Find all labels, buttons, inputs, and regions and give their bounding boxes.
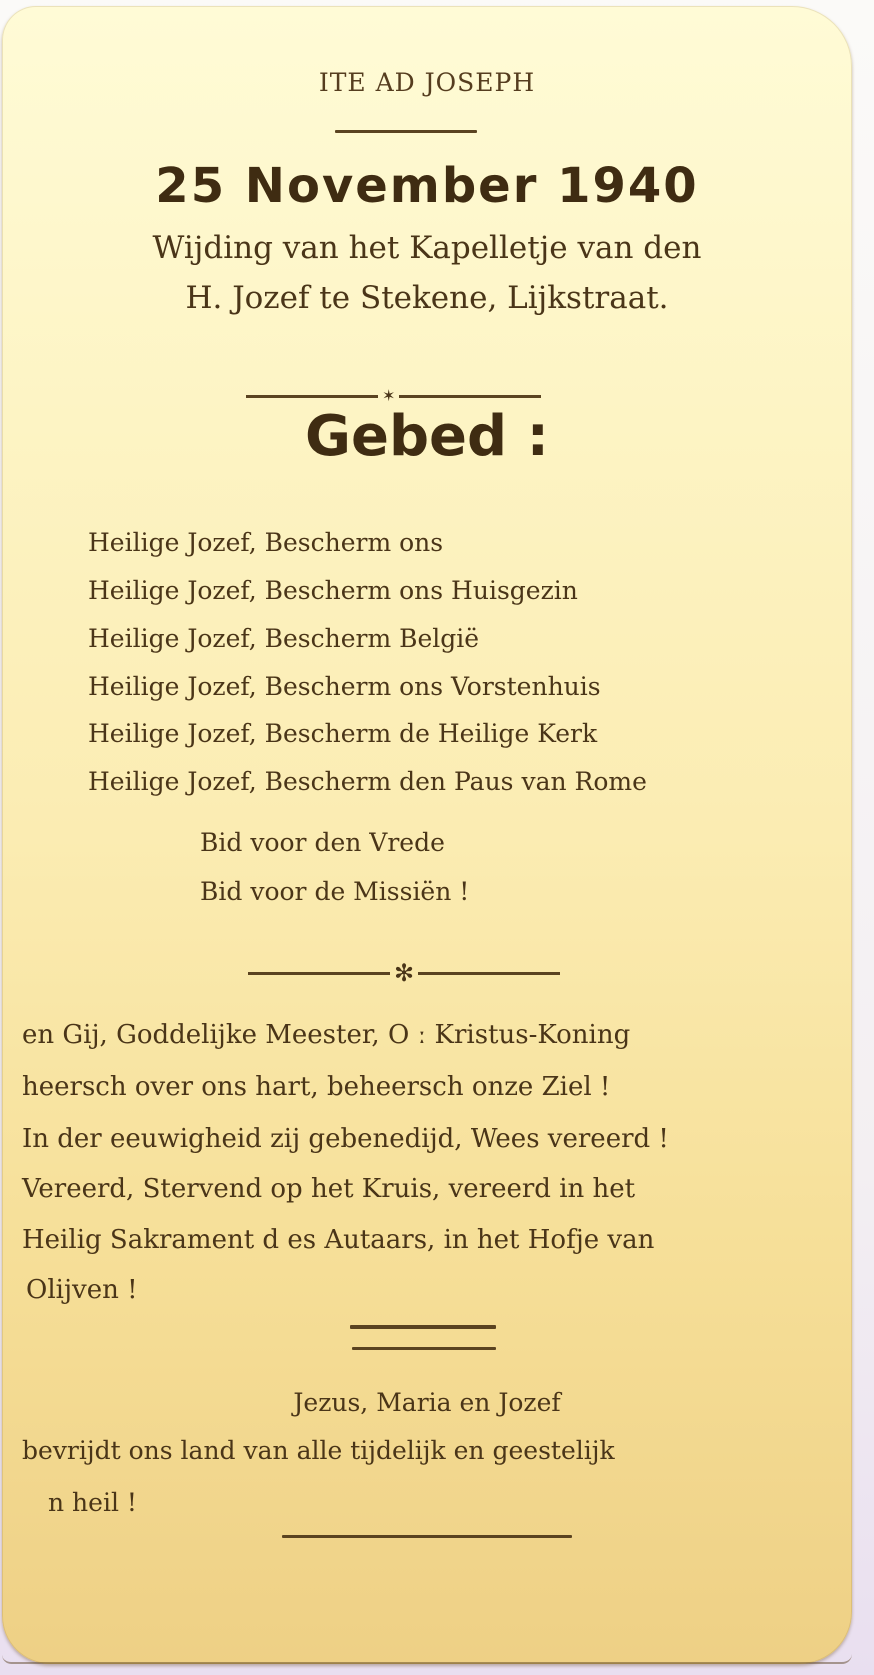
dedication-date: 25 November 1940 [155, 158, 699, 214]
closing-line-2: bevrijdt ons land van alle tijdelijk en geestelijk [22, 1436, 615, 1465]
divider-rule [335, 130, 477, 133]
end-rule [282, 1535, 572, 1538]
hymn-line: Heilig Sakrament d es Autaars, in het Hofje van [22, 1225, 655, 1255]
double-rule-top [350, 1325, 496, 1329]
hymn-line: Olijven ! [26, 1275, 138, 1305]
petition-line: Bid voor de Missiën ! [200, 877, 470, 906]
invocation-line: Heilige Jozef, Bescherm de Heilige Kerk [88, 719, 598, 748]
closing-line-3: n heil ! [48, 1488, 137, 1517]
star-icon: ✶ [382, 386, 396, 405]
invocation-line: Heilige Jozef, Bescherm ons [88, 528, 444, 557]
divider-rule-right [399, 395, 541, 398]
hymn-line: Vereerd, Stervend op het Kruis, vereerd in het [22, 1174, 636, 1204]
asterisk-divider [248, 961, 560, 985]
petition-line: Bid voor den Vrede [200, 828, 445, 857]
invocation-line: Heilige Jozef, Bescherm den Paus van Rome [88, 767, 647, 796]
prayer-title: Gebed : [305, 404, 549, 469]
invocation-line: Heilige Jozef, Bescherm ons Vorstenhuis [88, 672, 601, 701]
divider-rule-left [248, 972, 390, 975]
asterisk-flower-icon: ✻ [394, 959, 415, 987]
hymn-line: heersch over ons hart, beheersch onze Ziel ! [22, 1072, 611, 1102]
closing-line-1: Jezus, Maria en Jozef [293, 1388, 561, 1417]
subtitle-line-1: Wijding van het Kapelletje van den [152, 230, 702, 266]
divider-rule-left [246, 395, 378, 398]
prayer-card [2, 6, 852, 1664]
invocation-line: Heilige Jozef, Bescherm België [88, 624, 480, 653]
subtitle-line-2: H. Jozef te Stekene, Lijkstraat. [185, 280, 669, 316]
motto: ITE AD JOSEPH [318, 68, 536, 97]
star-divider [246, 388, 541, 404]
hymn-line: en Gij, Goddelijke Meester, O ː Kristus-Koning [22, 1020, 631, 1050]
divider-rule-right [418, 972, 560, 975]
invocation-line: Heilige Jozef, Bescherm ons Huisgezin [88, 576, 578, 605]
hymn-line: In der eeuwigheid zij gebenedijd, Wees vereerd ! [22, 1124, 669, 1154]
double-rule-bottom [352, 1347, 496, 1350]
